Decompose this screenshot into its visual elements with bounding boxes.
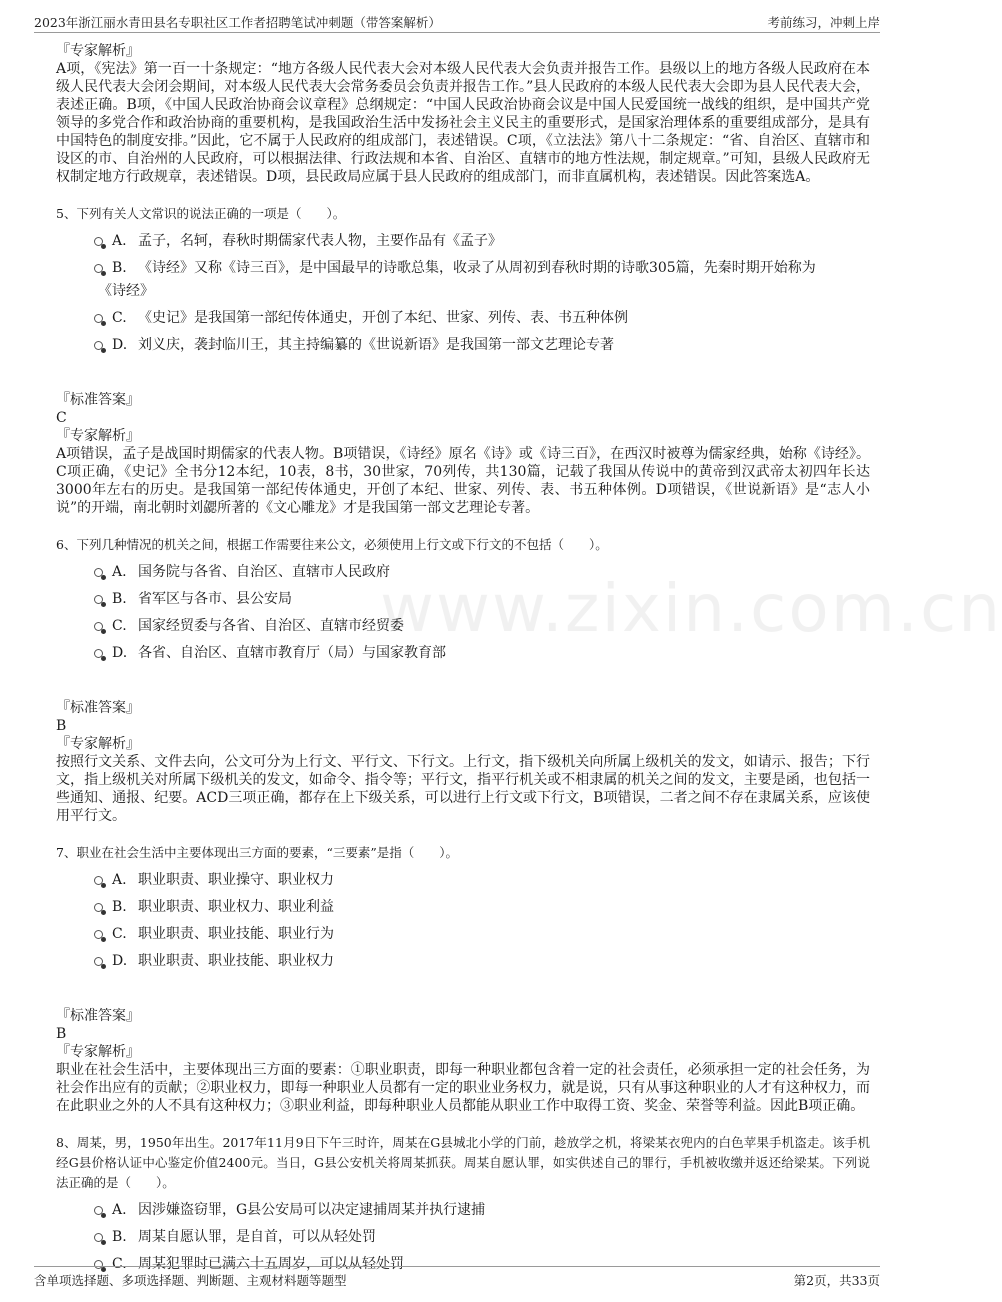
radio-icon[interactable] [94,903,103,912]
q6-option-a[interactable]: A. 国务院与各省、自治区、直辖市人民政府 [56,561,870,584]
q7-option-b[interactable]: B. 职业职责、职业权力、职业利益 [56,896,870,919]
radio-icon[interactable] [94,957,103,966]
q5-options [56,230,870,357]
header-slogan: 考前练习，冲刺上岸 [767,15,880,30]
q5-option-b[interactable]: B. 《诗经》又称《诗三百》，是中国最早的诗歌总集，收录了从周初到春秋时期的诗歌305篇，先秦时期开始称为 《诗经》 [56,257,870,303]
page-number: 第2页，共33页 [793,1273,880,1288]
page-footer [34,1266,880,1289]
q7-option-a[interactable]: A. 职业职责、职业操守、职业权力 [56,869,870,892]
radio-icon[interactable] [94,314,103,323]
q8-option-a[interactable]: A. 因涉嫌盗窃罪，G县公安局可以决定逮捕周某并执行逮捕 [56,1199,870,1222]
page-content [56,42,870,1280]
standard-answer-label: 『标准答案』 [56,392,140,408]
page-header [34,10,880,33]
radio-icon[interactable] [94,876,103,885]
question-8: 8、周某，男，1950年出生。2017年11月9日下午三时许，周某在G县城北小学的门前，趁放学之机，将梁某衣兜内的白色苹果手机盗走。该手机经G县价格认证中心鉴定价值2400元。当日，G县公安机关将周某抓获。周某自愿认罪，如实供述自己的罪行，手机被收缴并返还给梁某。下列说法正确的是（ ）。 [56,1135,870,1190]
radio-icon[interactable] [94,264,103,273]
radio-icon[interactable] [94,649,103,658]
expert-analysis-label: 『专家解析』 [56,428,140,444]
q6-answer: B [56,718,67,734]
q6-option-d[interactable]: D. 各省、自治区、直辖市教育厅（局）与国家教育部 [56,642,870,665]
radio-icon[interactable] [94,1233,103,1242]
question-7: 7、职业在社会生活中主要体现出三方面的要素，“三要素”是指（ ）。 [56,845,458,860]
question-5: 5、下列有关人文常识的说法正确的一项是（ ）。 [56,206,346,221]
q7-option-c[interactable]: C. 职业职责、职业技能、职业行为 [56,923,870,946]
watermark: www.zixin.com.cn [380,570,1002,647]
radio-icon[interactable] [94,568,103,577]
q5-answer: C [56,410,67,426]
question-6: 6、下列几种情况的机关之间，根据工作需要往来公文，必须使用上行文或下行文的不包括（ ）。 [56,537,608,552]
radio-icon[interactable] [94,595,103,604]
q7-answer: B [56,1026,67,1042]
radio-icon[interactable] [94,930,103,939]
q5-option-c[interactable]: C. 《史记》是我国第一部纪传体通史，开创了本纪、世家、列传、表、书五种体例 [56,307,870,330]
q5-option-a[interactable]: A. 孟子，名轲，春秋时期儒家代表人物，主要作品有《孟子》 [56,230,870,253]
q7-option-d[interactable]: D. 职业职责、职业技能、职业权力 [56,950,870,973]
q6-option-b[interactable]: B. 省军区与各市、县公安局 [56,588,870,611]
standard-answer-label: 『标准答案』 [56,700,140,716]
standard-answer-label: 『标准答案』 [56,1008,140,1024]
footer-question-types: 含单项选择题、多项选择题、判断题、主观材料题等题型 [34,1273,347,1288]
q8-option-c[interactable]: C. 周某犯罪时已满六十五周岁，可以从轻处罚 [56,1253,870,1276]
radio-icon[interactable] [94,622,103,631]
expert-analysis-label: 『专家解析』 [56,1044,140,1060]
q6-option-c[interactable]: C. 国家经贸委与各省、自治区、直辖市经贸委 [56,615,870,638]
radio-icon[interactable] [94,341,103,350]
q4-analysis: A项，《宪法》第一百一十条规定：“地方各级人民代表大会对本级人民代表大会负责并报告工作。县级以上的地方各级人民政府在本级人民代表大会闭会期间，对本级人民代表大会常务委员会负责并报告工作。”县人民政府的本级人民代表大会即为县人民代表大会，表述正确。B项，《中国人民政治协商会议章程》总纲规定：“中国人民政治协商会议是中国人民爱国统一战线的组织，是中国共产党领导的多党合作和政治协商的重要机构，是我国政治生活中发扬社会主义民主的重要形式，是国家治理体系的重要组成部分，是具有中国特色的制度安排。”因此，它不属于人民政府的组成部门，表述错误。C项，《立法法》第八十二条规定：“省、自治区、直辖市和设区的市、自治州的人民政府，可以根据法律、行政法规和本省、自治区、直辖市的地方性法规，制定规章。”可知，县级人民政府无权制定地方行政规章，表述错误。D项，县民政局应属于县人民政府的组成部门，而非直属机构，表述错误。因此答案选A。 [56,61,870,185]
q5-analysis: A项错误，孟子是战国时期儒家的代表人物。B项错误，《诗经》原名《诗》或《诗三百》，在西汉时被尊为儒家经典，始称《诗经》。C项正确，《史记》全书分12本纪，10表，8书，30世家，70列传，共130篇，记载了我国从传说中的黄帝到汉武帝太初四年长达3000年左右的历史。是我国第一部纪传体通史，开创了本纪、世家、列传、表、书五种体例。D项错误，《世说新语》是“志人小说”的开端，南北朝时刘勰所著的《文心雕龙》才是我国第一部文艺理论专著。 [56,446,870,516]
q6-analysis: 按照行文关系、文件去向，公文可分为上行文、平行文、下行文。上行文，指下级机关向所属上级机关的发文，如请示、报告；下行文，指上级机关对所属下级机关的发文，如命令、指令等；平行文，指平行机关或不相隶属的机关之间的发文，主要是函，也包括一些通知、通报、纪要。ACD三项正确，都存在上下级关系，可以进行上行文或下行文，B项错误，二者之间不存在隶属关系，应该使用平行文。 [56,754,870,824]
document-title: 2023年浙江丽水青田县名专职社区工作者招聘笔试冲刺题（带答案解析） [34,15,441,30]
q8-option-b[interactable]: B. 周某自愿认罪，是自首，可以从轻处罚 [56,1226,870,1249]
expert-analysis-label: 『专家解析』 [56,43,140,59]
q6-options [56,561,870,665]
radio-icon[interactable] [94,237,103,246]
q8-options [56,1199,870,1276]
q7-options [56,869,870,973]
radio-icon[interactable] [94,1206,103,1215]
q5-option-d[interactable]: D. 刘义庆，袭封临川王，其主持编纂的《世说新语》是我国第一部文艺理论专著 [56,334,870,357]
q7-analysis: 职业在社会生活中，主要体现出三方面的要素：①职业职责，即每一种职业都包含着一定的社会责任，必须承担一定的社会任务，为社会作出应有的贡献；②职业权力，即每一种职业人员都有一定的职业业务权力，就是说，只有从事这种职业的人才有这种权力，而在此职业之外的人不具有这种权力；③职业利益，即每种职业人员都能从职业工作中取得工资、奖金、荣誉等利益。因此B项正确。 [56,1062,870,1114]
expert-analysis-label: 『专家解析』 [56,736,140,752]
